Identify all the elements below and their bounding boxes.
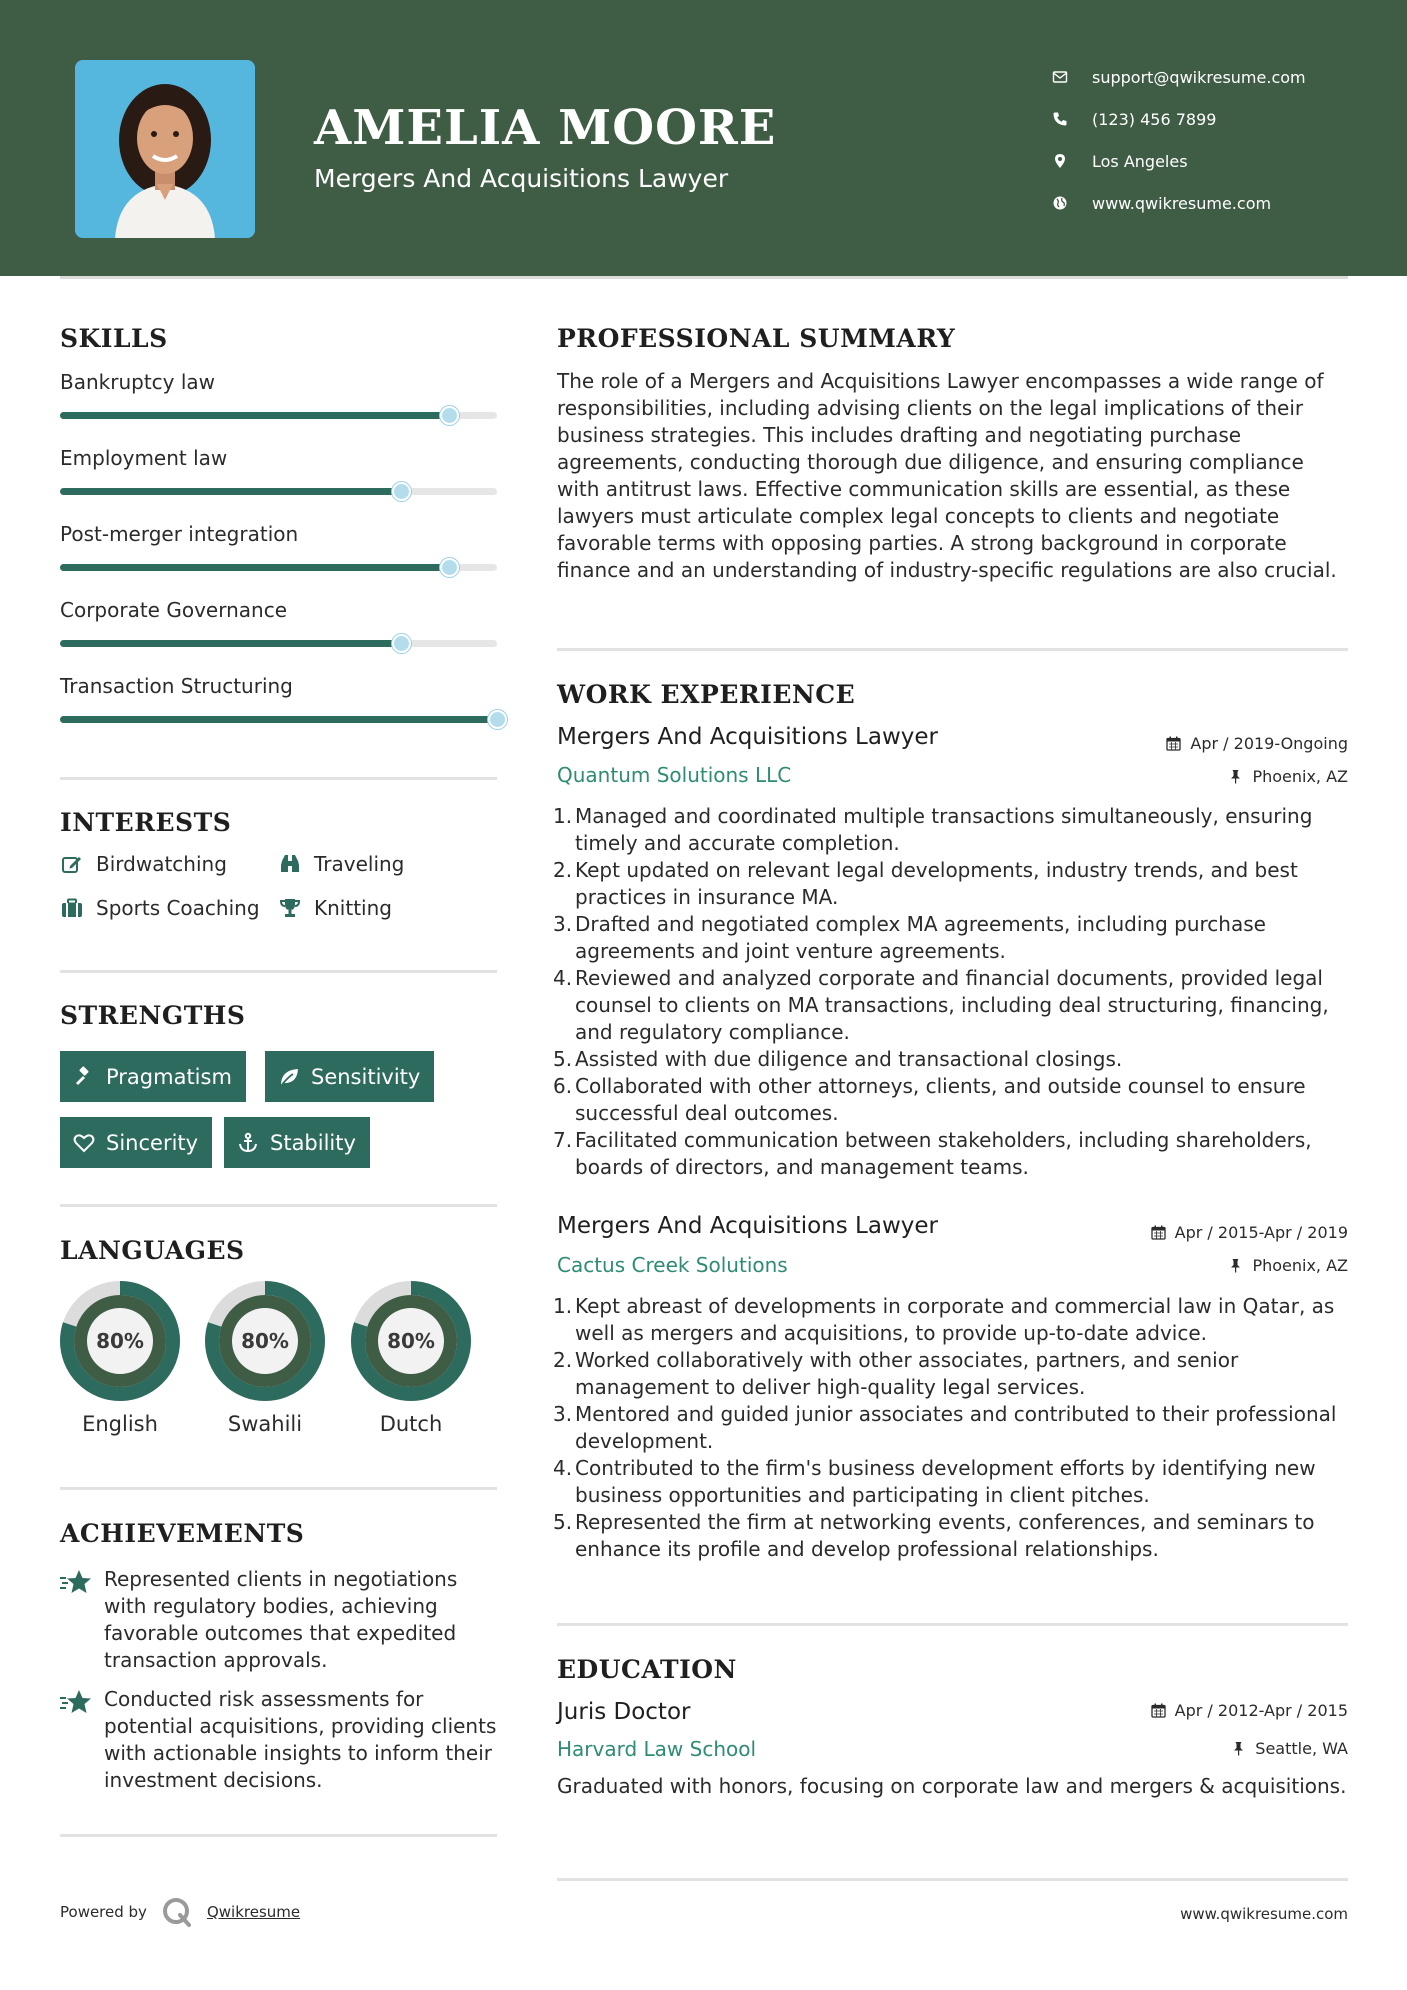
summary-text: The role of a Mergers and Acquisitions Lawyer encompasses a wide range of responsibilities, including advising clients on the legal implications of their business strategies. This includes drafting and negotiating purchase agreements, conducting thorough due diligence, and ensuring compliance with antitrust laws. Effective communication skills are essential, as these lawyers must articulate complex legal concepts to clients and negotiate favorable terms with opposing parties. A strong background in corporate finance and an understanding of industry-specific regulations are also crucial. [557,369,1337,582]
summary-heading: PROFESSIONAL SUMMARY [557,324,956,353]
pushpin-icon [1228,769,1243,784]
section-divider [60,1834,497,1837]
contact-list [1050,56,1306,224]
skill-item [60,318,497,394]
company-name: Cactus Creek Solutions [557,1253,788,1277]
list-item: 5. Represented the firm at networking events, conferences, and seminars to enhance its profile and develop professional relationships. [553,1510,1315,1561]
binoculars-icon [278,852,302,876]
education-date-text: Apr / 2012-Apr / 2015 [1174,1701,1348,1720]
language-name: English [82,1412,158,1436]
interest-label: Sports Coaching [96,896,260,920]
language-percent: 80% [241,1329,289,1353]
skill-item [60,394,497,470]
job-date-text: Apr / 2019-Ongoing [1190,734,1348,753]
language-donut [204,1280,326,1402]
map-marker-icon [1050,151,1070,171]
job-title: Mergers And Acquisitions Lawyer [557,724,938,750]
header-divider [60,276,1348,279]
interest-label: Knitting [314,896,392,920]
achievements-heading: ACHIEVEMENTS [60,1519,305,1548]
languages-heading: LANGUAGES [60,1236,245,1265]
bullet-text: Assisted with due diligence and transactional closings. [575,1047,1123,1071]
phone-icon [1050,109,1070,129]
experience-heading: WORK EXPERIENCE [557,680,856,709]
achievement-text: Conducted risk assessments for potential acquisitions, providing clients with actionable insights to inform their investment decisions. [104,1687,497,1792]
language-item [350,1280,472,1436]
skill-knob [488,710,507,729]
heart-icon [72,1131,96,1155]
interests-heading: INTERESTS [60,808,232,837]
language-item [59,1280,181,1436]
language-percent: 80% [96,1329,144,1353]
language-donut [59,1280,181,1402]
contact-location [1050,140,1306,182]
achievement-text: Represented clients in negotiations with regulatory bodies, achieving favorable outcomes that expedited transaction approvals. [104,1567,458,1672]
skill-name: Transaction Structuring [60,674,293,698]
pencil-square-icon [60,852,84,876]
footer-website[interactable]: www.qwikresume.com [1180,1905,1348,1923]
company-name: Quantum Solutions LLC [557,763,792,787]
profile-photo [75,60,255,238]
section-divider [557,1623,1348,1626]
bullet-text: Collaborated with other attorneys, clients, and outside counsel to ensure successful deal outcomes. [575,1074,1306,1125]
strength-badge [60,1117,212,1168]
language-percent: 80% [387,1329,435,1353]
strength-badge [60,1051,246,1102]
footer-powered-by [60,1896,300,1928]
strength-label: Sensitivity [311,1064,421,1089]
achievement-item [60,1566,497,1674]
pushpin-icon [1228,1258,1243,1273]
contact-location-text: Los Angeles [1092,151,1188,171]
contact-phone[interactable] [1050,98,1306,140]
gavel-icon [72,1065,96,1089]
section-divider [60,1204,497,1207]
anchor-icon [236,1131,260,1155]
strengths-heading: STRENGTHS [60,1001,246,1030]
bullet-text: Represented the firm at networking events, conferences, and seminars to enhance its profile and develop professional relationships. [575,1510,1315,1561]
bullet-text: Managed and coordinated multiple transactions simultaneously, ensuring timely and accurate completion. [575,804,1313,855]
skill-name: Bankruptcy law [60,370,216,394]
skill-bar [60,716,497,723]
job-location [1228,767,1348,786]
job-location-text: Phoenix, AZ [1252,767,1348,786]
skill-item [60,470,497,546]
education-date [1151,1701,1348,1720]
bullet-text: Facilitated communication between stakeholders, including shareholders, boards of directors, and management teams. [575,1128,1312,1179]
list-item: 2. Worked collaboratively with other associates, partners, and senior management to deliver high-quality legal services. [553,1348,1239,1399]
bullet-text: Kept updated on relevant legal developments, industry trends, and best practices in insurance MA. [575,858,1298,909]
bullet-text: Contributed to the firm's business development efforts by identifying new business opportunities and participating in client pitches. [575,1456,1316,1507]
list-item: 7. Facilitated communication between stakeholders, including shareholders, boards of directors, and management teams. [553,1128,1312,1179]
skill-name: Corporate Governance [60,598,287,622]
contact-website-text: www.qwikresume.com [1092,193,1272,213]
list-item: 4. Reviewed and analyzed corporate and financial documents, provided legal counsel to clients on MA transactions, including deal structuring, financing, and regulatory compliance. [553,966,1329,1044]
list-item: 3. Mentored and guided junior associates and contributed to their professional development. [553,1402,1337,1453]
skill-item [60,546,497,622]
education-description: Graduated with honors, focusing on corporate law and mergers & acquisitions. [557,1774,1347,1798]
strength-label: Pragmatism [106,1064,232,1089]
language-donut [350,1280,472,1402]
portrait-image [75,60,255,238]
education-location-text: Seattle, WA [1255,1739,1348,1758]
envelope-icon [1050,67,1070,87]
candidate-title: Mergers And Acquisitions Lawyer [314,164,729,193]
skill-name: Employment law [60,446,228,470]
achievement-item [60,1686,497,1794]
list-item: 1. Kept abreast of developments in corporate and commercial law in Qatar, as well as mergers and acquisitions, to provide up-to-date advice. [553,1294,1335,1345]
contact-email[interactable] [1050,56,1306,98]
language-name: Dutch [379,1412,443,1436]
list-item: 6. Collaborated with other attorneys, clients, and outside counsel to ensure successful deal outcomes. [553,1074,1306,1125]
job-date-text: Apr / 2015-Apr / 2019 [1174,1223,1348,1242]
skill-name: Post-merger integration [60,522,299,546]
bullet-text: Worked collaboratively with other associates, partners, and senior management to deliver high-quality legal services. [575,1348,1239,1399]
language-item [204,1280,326,1436]
calendar-icon [1151,1225,1166,1240]
resume-header [0,0,1407,276]
section-divider [557,1878,1348,1881]
candidate-name: AMELIA MOORE [314,100,777,156]
education-heading: EDUCATION [557,1655,737,1684]
job-location-text: Phoenix, AZ [1252,1256,1348,1275]
skills-heading: SKILLS [60,324,168,353]
section-divider [557,648,1348,651]
powered-by-text: Powered by [60,1903,147,1921]
calendar-icon [1166,736,1181,751]
education-location [1231,1739,1348,1758]
job-title: Mergers And Acquisitions Lawyer [557,1213,938,1239]
interest-label: Traveling [314,852,405,876]
interest-item [60,896,260,920]
list-item: 5. Assisted with due diligence and transactional closings. [553,1047,1123,1071]
job-responsibilities [553,803,1348,1181]
school-name: Harvard Law School [557,1737,757,1761]
strength-badge [224,1117,370,1168]
list-item: 3. Drafted and negotiated complex MA agreements, including purchase agreements and joint venture agreements. [553,912,1266,963]
trophy-icon [278,896,302,920]
list-item: 2. Kept updated on relevant legal developments, industry trends, and best practices in insurance MA. [553,858,1298,909]
job-responsibilities [553,1293,1348,1563]
qwikresume-logo-icon [161,1896,193,1928]
strength-label: Sincerity [106,1130,199,1155]
job-date [1151,1223,1348,1242]
strength-badge [265,1051,434,1102]
bullet-text: Kept abreast of developments in corporate and commercial law in Qatar, as well as mergers and acquisitions, to provide up-to-date advice. [575,1294,1335,1345]
contact-website[interactable] [1050,182,1306,224]
interest-item [278,896,392,920]
contact-email-text: support@qwikresume.com [1092,67,1306,87]
pushpin-icon [1231,1741,1246,1756]
leaf-icon [277,1065,301,1089]
bullet-text: Reviewed and analyzed corporate and financial documents, provided legal counsel to clients on MA transactions, including deal structuring, financing, and regulatory compliance. [575,966,1329,1044]
interest-item [60,852,227,876]
calendar-icon [1151,1703,1166,1718]
list-item: 4. Contributed to the firm's business development efforts by identifying new business opportunities and participating in client pitches. [553,1456,1316,1507]
star-achievement-icon [60,1568,92,1596]
section-divider [60,777,497,780]
list-item: 1. Managed and coordinated multiple transactions simultaneously, ensuring timely and accurate completion. [553,804,1313,855]
section-divider [60,1487,497,1490]
language-name: Swahili [227,1412,303,1436]
interest-label: Birdwatching [96,852,227,876]
globe-icon [1050,193,1070,213]
bullet-text: Mentored and guided junior associates and contributed to their professional development. [575,1402,1337,1453]
interest-item [278,852,404,876]
section-divider [60,970,497,973]
contact-phone-text: (123) 456 7899 [1092,109,1217,129]
degree-title: Juris Doctor [557,1699,691,1725]
job-date [1166,734,1348,753]
bullet-text: Drafted and negotiated complex MA agreements, including purchase agreements and joint venture agreements. [575,912,1266,963]
job-location [1228,1256,1348,1275]
briefcase-icon [60,896,84,920]
star-achievement-icon [60,1688,92,1716]
brand-link[interactable]: Qwikresume [206,1903,301,1921]
strength-label: Stability [270,1130,356,1155]
skill-item [60,622,497,698]
